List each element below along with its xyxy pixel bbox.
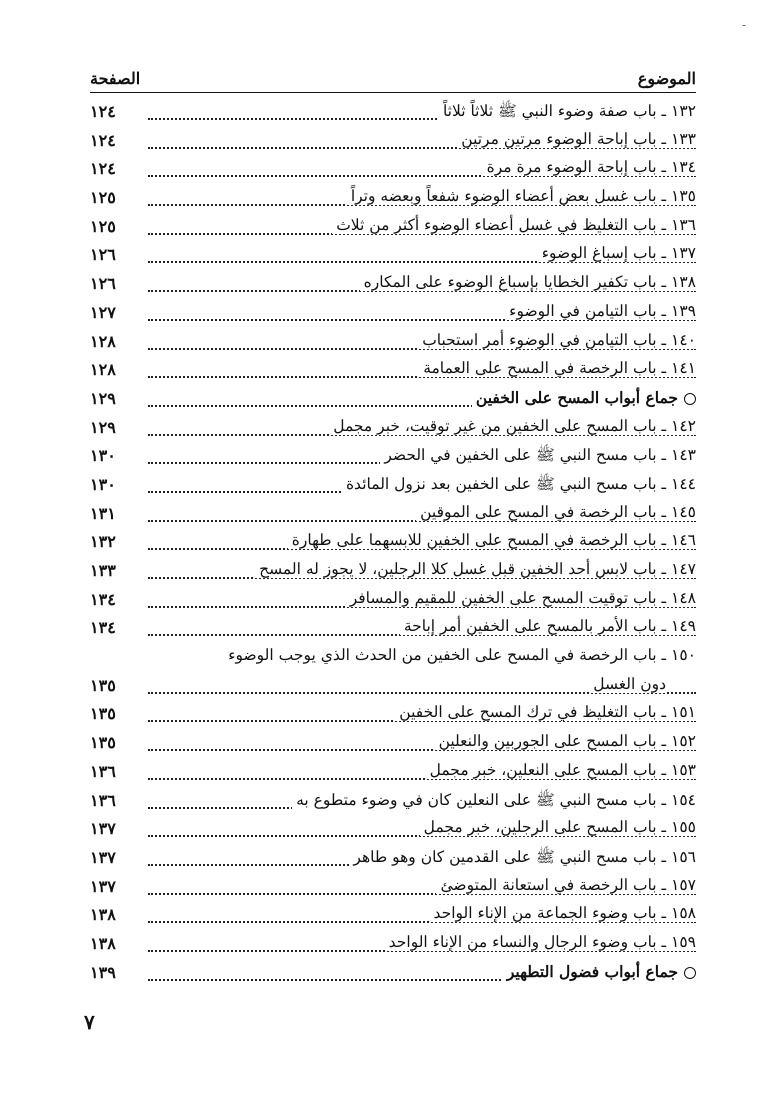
toc-entry-title: ١٤٨ ـ باب توقيت المسح على الخفين للمقيم والمسافر — [346, 589, 696, 607]
toc-entry — [90, 699, 696, 728]
toc-section-title: جماع أبواب فضول التطهير — [506, 961, 678, 981]
toc-entry-title: ١٤٣ ـ باب مسح النبي ﷺ على الخفين في الحضر — [380, 445, 696, 468]
toc-page-ref: ١٣٤ — [90, 618, 116, 638]
toc-section-title-wrap — [503, 962, 696, 981]
toc-entry — [90, 240, 696, 269]
page-column-label: الصفحة — [90, 69, 141, 88]
toc-section-heading — [90, 958, 696, 987]
toc-entry — [90, 613, 696, 642]
toc-entry-title: ١٤٦ ـ باب الرخصة في المسح على الخفين للابسهما على طهارة — [288, 531, 696, 549]
toc-page-ref: ١٢٦ — [90, 274, 116, 294]
toc-page-ref: ١٣٦ — [90, 790, 116, 810]
circle-bullet-icon — [684, 967, 696, 979]
toc-page-ref: ١٣٩ — [90, 962, 116, 982]
toc-entry-title: ١٤٠ ـ باب التيامن في الوضوء أمر استحباب — [418, 331, 696, 349]
toc-entry — [90, 527, 696, 556]
toc-page-ref: ١٢٨ — [90, 331, 116, 351]
toc-page-ref: ١٣٨ — [90, 933, 116, 953]
toc-entry-title: ١٥٣ ـ باب المسح على النعلين، خبر مجمل — [426, 761, 696, 779]
toc-entry — [90, 556, 696, 585]
toc-entry — [90, 929, 696, 958]
toc-entry — [90, 499, 696, 528]
header-divider — [90, 92, 696, 93]
toc-entry-title: ١٥٢ ـ باب المسح على الجوربين والنعلين — [435, 732, 696, 750]
toc-entry — [90, 97, 696, 126]
toc-page-ref: ١٣٣ — [90, 561, 116, 580]
toc-page-ref: ١٢٤ — [90, 130, 116, 150]
toc-header — [90, 58, 696, 88]
toc-entry — [90, 786, 696, 815]
toc-entry — [90, 757, 696, 786]
toc-entry — [90, 212, 696, 241]
toc-page-ref: ١٣٧ — [90, 819, 116, 839]
toc-entry-title: ١٣٨ ـ باب تكفير الخطايا بإسباغ الوضوء على المكاره — [360, 273, 696, 291]
toc-entry-title: ١٥٨ ـ باب وضوء الجماعة من الإناء الواحد — [430, 904, 697, 922]
page-number: ٧ — [84, 1010, 95, 1034]
toc-entry-title: ١٣٥ ـ باب غسل بعض أعضاء الوضوء شفعاً وبعضه وتراً — [347, 187, 696, 205]
toc-entry-title: ١٣٣ ـ باب إباحة الوضوء مرتين مرتين — [457, 130, 696, 148]
toc-section-heading — [90, 384, 696, 413]
toc-page-ref: ١٢٤ — [90, 102, 116, 121]
toc-entry — [90, 183, 696, 212]
toc-entry — [90, 298, 696, 327]
toc-entry — [90, 441, 696, 470]
toc-entry-title: ١٥٦ ـ باب مسح النبي ﷺ على القدمين كان وهو طاهر — [349, 847, 696, 870]
topic-column-label: الموضوع — [637, 69, 696, 88]
toc-entry-title: ١٥٥ ـ باب المسح على الرجلين، خبر مجمل — [420, 818, 696, 836]
toc-entry — [90, 843, 696, 872]
toc-page-ref: ١٣٧ — [90, 847, 116, 867]
toc-page-ref: ١٢٥ — [90, 188, 116, 208]
toc-page-ref: ١٢٦ — [90, 245, 116, 265]
toc-entry-title: ١٤٧ ـ باب لابس أحد الخفين قبل غسل كلا الرجلين، لا يجوز له المسح — [255, 560, 696, 578]
toc-section-title-wrap — [472, 388, 696, 407]
toc-page-ref: ١٢٥ — [90, 216, 116, 236]
toc-page-ref: ١٣١ — [90, 503, 116, 523]
toc-entry-title: ١٥١ ـ باب التغليظ في ترك المسح على الخفين — [395, 703, 696, 721]
toc-page-ref: ١٣٨ — [90, 905, 116, 925]
margin-mark: - — [741, 18, 746, 32]
toc-page-ref: ١٢٩ — [90, 388, 116, 408]
toc-page-ref: ١٣٥ — [90, 704, 116, 724]
toc-entry-title: ١٣٦ ـ باب التغليظ في غسل أعضاء الوضوء أكثر من ثلاث — [332, 216, 696, 234]
toc-entry — [90, 872, 696, 901]
toc-page-ref: ١٣٢ — [90, 532, 116, 552]
toc-entry-title: ١٥٧ ـ باب الرخصة في استعانة المتوضئ — [436, 876, 696, 894]
toc-entry-title: ١٤٥ ـ باب الرخصة في المسح على الموقين — [416, 503, 696, 521]
toc-entry — [90, 154, 696, 183]
toc-page-ref: ١٣٤ — [90, 589, 116, 609]
toc-page-ref: ١٢٤ — [90, 159, 116, 179]
toc-page-ref: ١٢٧ — [90, 302, 116, 322]
toc-entry-title: ١٣٤ ـ باب إباحة الوضوء مرة مرة — [483, 158, 696, 176]
toc-entry-title: ١٣٧ ـ باب إسباغ الوضوء — [538, 244, 696, 262]
toc-entry — [90, 470, 696, 499]
toc-entry-title: ١٥٠ ـ باب الرخصة في المسح على الخفين من الحدث الذي يوجب الوضوء — [224, 646, 696, 664]
toc-list — [90, 97, 696, 986]
toc-page-ref: ١٣٥ — [90, 733, 116, 753]
toc-entry-title: ١٣٩ ـ باب التيامن في الوضوء — [505, 302, 696, 320]
toc-section-title: جماع أبواب المسح على الخفين — [475, 387, 678, 407]
toc-entry — [90, 585, 696, 614]
toc-page-ref: ١٣٠ — [90, 474, 116, 494]
toc-page-ref: ١٢٨ — [90, 360, 116, 380]
toc-entry — [90, 900, 696, 929]
toc-page-ref: ١٣٥ — [90, 676, 116, 696]
toc-page-ref: ١٢٩ — [90, 417, 116, 437]
toc-entry-title: ١٤٩ ـ باب الأمر بالمسح على الخفين أمر إباحة — [400, 617, 696, 635]
toc-entry — [90, 642, 696, 699]
toc-entry-title: ١٤٢ ـ باب المسح على الخفين من غير توقيت، خبر مجمل — [329, 417, 696, 435]
toc-entry-title: ١٥٤ ـ باب مسح النبي ﷺ على النعلين كان في وضوء متطوع به — [292, 790, 696, 813]
toc-entry-title: ١٣٢ ـ باب صفة وضوء النبي ﷺ ثلاثاً ثلاثاً — [439, 101, 696, 124]
toc-entry-title-continued: دون الغسل — [589, 675, 666, 693]
toc-entry — [90, 269, 696, 298]
toc-entry — [90, 327, 696, 356]
toc-entry — [90, 814, 696, 843]
toc-entry-title: ١٥٩ ـ باب وضوء الرجال والنساء من الإناء الواحد — [385, 933, 696, 951]
toc-page-ref: ١٣٦ — [90, 761, 116, 781]
toc-entry-title: ١٤٤ ـ باب مسح النبي ﷺ على الخفين بعد نزول المائدة — [342, 474, 696, 497]
toc-entry — [90, 413, 696, 442]
toc-entry — [90, 126, 696, 155]
toc-entry — [90, 728, 696, 757]
toc-entry-title: ١٤١ ـ باب الرخصة في المسح على العمامة — [419, 359, 696, 377]
toc-page-ref: ١٣٧ — [90, 876, 116, 896]
toc-page-ref: ١٣٠ — [90, 446, 116, 466]
toc-entry — [90, 355, 696, 384]
circle-bullet-icon — [684, 393, 696, 405]
